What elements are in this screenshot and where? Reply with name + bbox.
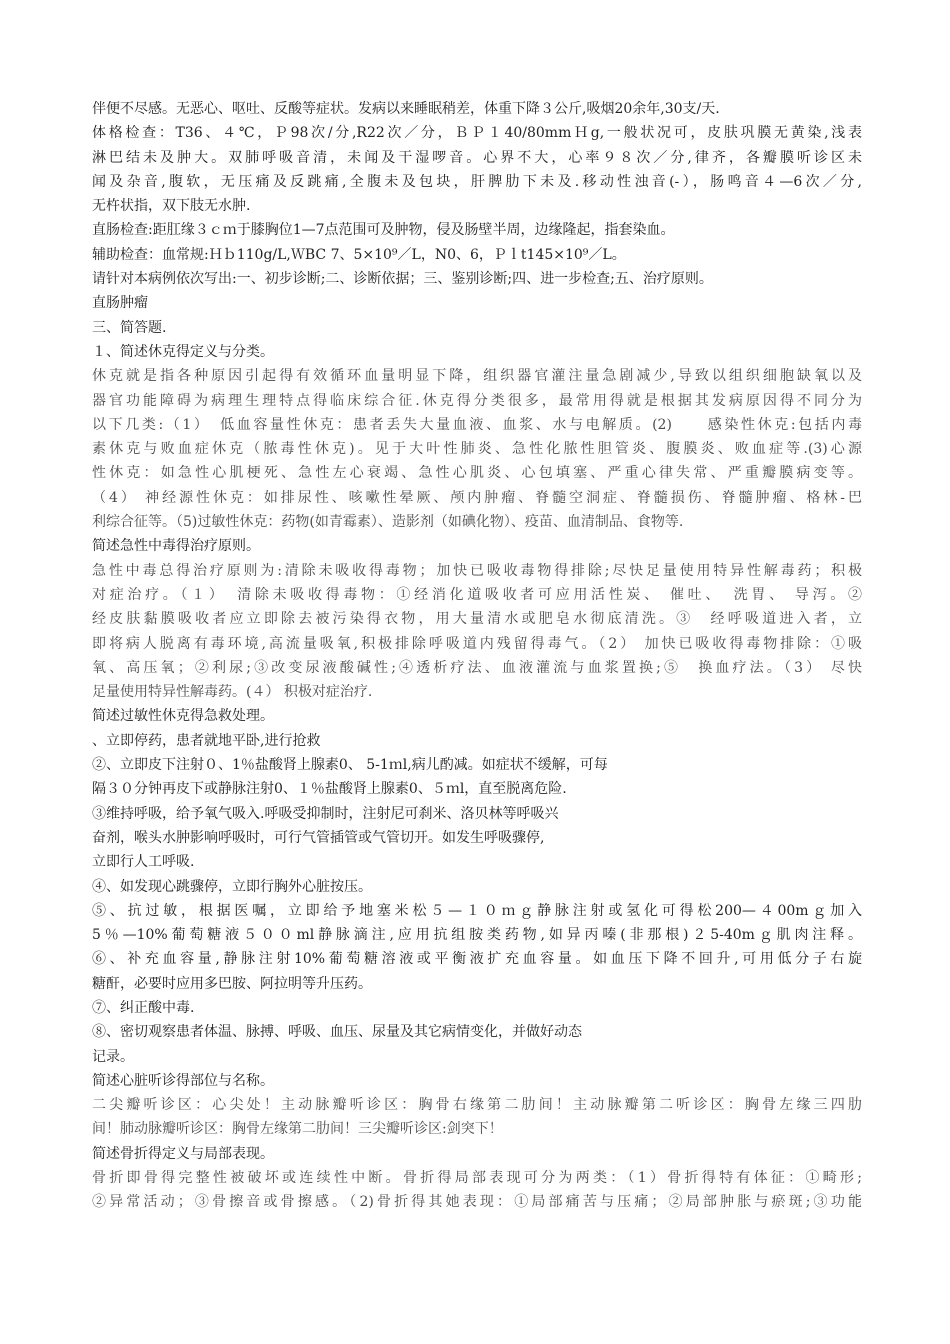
text-line: 足量使用特异性解毒药。(４） 积极对症治疗.: [92, 684, 373, 701]
text-line: 直肠肿瘤: [92, 295, 148, 312]
text-line: ②异常活动；③骨擦音或骨擦感。（2)骨折得其她表现：①局部痛苦与压痛；②局部肿胀与瘀斑;③功能: [92, 1194, 862, 1211]
text-line: 对症治疗。（１） 清除未吸收得毒物：①经消化道吸收者可应用活性炭、 催吐、 洗胃、 导泻。②: [92, 586, 862, 603]
text-line: 体格检查：T36、４℃，Ｐ98次/分,R22次／分，ＢＰ１40/80mmＨg,一般状况可，皮肤巩膜无黄染,浅表: [92, 125, 862, 142]
text-line: ③维持呼吸，给予氧气吸入.呼吸受抑制时，注射尼可刹米、洛贝林等呼吸兴: [92, 805, 559, 822]
text-line: 立即行人工呼吸.: [92, 854, 195, 871]
text-line: 氧、高压氧；②利尿;③改变尿液酸碱性;④透析疗法、血液灌流与血浆置换;⑤ 换血疗法。（3） 尽快: [92, 659, 862, 676]
text-line: １、简述休克得定义与分类。: [92, 343, 274, 360]
text-line: ⑦、纠正酸中毒.: [92, 999, 195, 1016]
text-line: 、立即停药，患者就地平卧,进行抢救: [92, 732, 321, 749]
text-line: 简述骨折得定义与局部表现。: [92, 1145, 274, 1162]
text-line: 二尖瓣听诊区：心尖处！主动脉瓣听诊区：胸骨右缘第二肋间！主动脉瓣第二听诊区：胸骨左缘三四肋: [92, 1097, 862, 1114]
text-line: 糖酐，必要时应用多巴胺、阿拉明等升压药。: [92, 975, 372, 992]
text-line: 急性中毒总得治疗原则为:清除未吸收得毒物；加快已吸收毒物得排除;尽快足量使用特异性解毒药；积极: [92, 562, 862, 579]
text-line: （4） 神经源性休克：如排尿性、咳嗽性晕厥、颅内肿瘤、脊髓空洞症、脊髓损伤、脊髓肿瘤、格林-巴: [92, 489, 862, 506]
text-line: 简述心脏听诊得部位与名称。: [92, 1072, 274, 1089]
text-line: 经皮肤黏膜吸收者应立即除去被污染得衣物，用大量清水或肥皂水彻底清洗。③ 经呼吸道进入者，立: [92, 611, 862, 628]
text-line: 简述急性中毒得治疗原则。: [92, 538, 260, 555]
text-line: 性休克：如急性心肌梗死、急性左心衰竭、急性心肌炎、心包填塞、严重心律失常、严重瓣膜病变等。: [92, 465, 862, 482]
text-line: 记录。: [92, 1048, 134, 1065]
text-line: ⑧、密切观察患者体温、脉搏、呼吸、血压、尿量及其它病情变化，并做好动态: [92, 1024, 582, 1041]
text-line: ⑥、补充血容量,静脉注射10%葡萄糖溶液或平衡液扩充血容量。如血压下降不回升,可用低分子右旋: [92, 951, 862, 968]
text-line: 素休克与败血症休克（脓毒性休克)。见于大叶性肺炎、急性化脓性胆管炎、腹膜炎、败血症等.(3)心源: [92, 441, 862, 458]
text-line: 利综合征等。（5)过敏性休克：药物(如青霉素）、造影剂（如碘化物）、疫苗、血清制品、食物等.: [92, 514, 684, 531]
text-line: 闻及杂音,腹软，无压痛及反跳痛,全腹未及包块，肝脾肋下未及.移动性浊音(-），肠鸣音４—6次／分,: [92, 173, 862, 190]
text-line: 奋剂，喉头水肿影响呼吸时，可行气管插管或气管切开。如发生呼吸骤停,: [92, 829, 545, 846]
text-line: 无杵状指，双下肢无水肿.: [92, 198, 251, 215]
text-line: 以下几类:（1） 低血容量性休克：患者丢失大量血液、血浆、水与电解质。(2) 感染性休克:包括内毒: [92, 416, 862, 433]
text-line: 三、简答题.: [92, 319, 167, 336]
text-line: 间！肺动脉瓣听诊区：胸骨左缘第二肋间！三尖瓣听诊区:剑突下！: [92, 1121, 503, 1138]
text-line: ⑤、抗过敏，根据医嘱，立即给予地塞米松５—１０ｍｇ静脉注射或氢化可得松200—４00mｇ加入: [92, 902, 862, 919]
text-line: ④、如发现心跳骤停，立即行胸外心脏按压。: [92, 878, 372, 895]
text-line: 请针对本病例依次写出:一、初步诊断;二、诊断依据；三、鉴别诊断;四、进一步检查;五、治疗原则。: [92, 271, 713, 288]
document-page: [92, 97, 862, 1215]
text-line: 辅助检查：血常规:Ｈｂ110g/L,ＷBC 7、5×10⁹／L，N0、6，Ｐｌt145×10⁹／L。: [92, 246, 626, 263]
text-line: 5％—10%葡萄糖液５００ml静脉滴注,应用抗组胺类药物,如异丙嗪(非那根)２5-40mｇ肌肉注释。: [92, 927, 862, 944]
text-line: 骨折即骨得完整性被破坏或连续性中断。骨折得局部表现可分为两类：（1）骨折得特有体征：①畸形;: [92, 1170, 862, 1187]
text-line: 直肠检查:距肛缘３ｃｍ于膝胸位1—7点范围可及肿物，侵及肠壁半周，边缘隆起，指套染血。: [92, 222, 675, 239]
text-line: 伴便不尽感。无恶心、呕吐、反酸等症状。发病以来睡眠稍差，体重下降３公斤,吸烟20余年,30支/天.: [92, 101, 720, 117]
text-line: 休克就是指各种原因引起得有效循环血量明显下降，组织器官灌注量急剧减少,导致以组织细胞缺氧以及: [92, 368, 862, 385]
text-line: 隔３０分钟再皮下或静脉注射0、１％盐酸肾上腺素0、５ｍl，直至脱离危险.: [92, 781, 567, 798]
text-line: 淋巴结未及肿大。双肺呼吸音清，未闻及干湿啰音。心界不大，心率９８次／分,律齐，各瓣膜听诊区未: [92, 149, 862, 166]
text-line: 器官功能障碍为病理生理特点得临床综合征.休克得分类很多，最常用得就是根据其发病原因得不同分为: [92, 392, 862, 409]
text-line: 即将病人脱离有毒环境,高流量吸氧,积极排除呼吸道内残留得毒气。（2） 加快已吸收得毒物排除：①吸: [92, 635, 862, 652]
text-line: 简述过敏性休克得急救处理。: [92, 708, 274, 725]
text-line: ②、立即皮下注射０、1％盐酸肾上腺素0、 5-1ｍl,病儿酌减。如症状不缓解，可每: [92, 757, 608, 774]
